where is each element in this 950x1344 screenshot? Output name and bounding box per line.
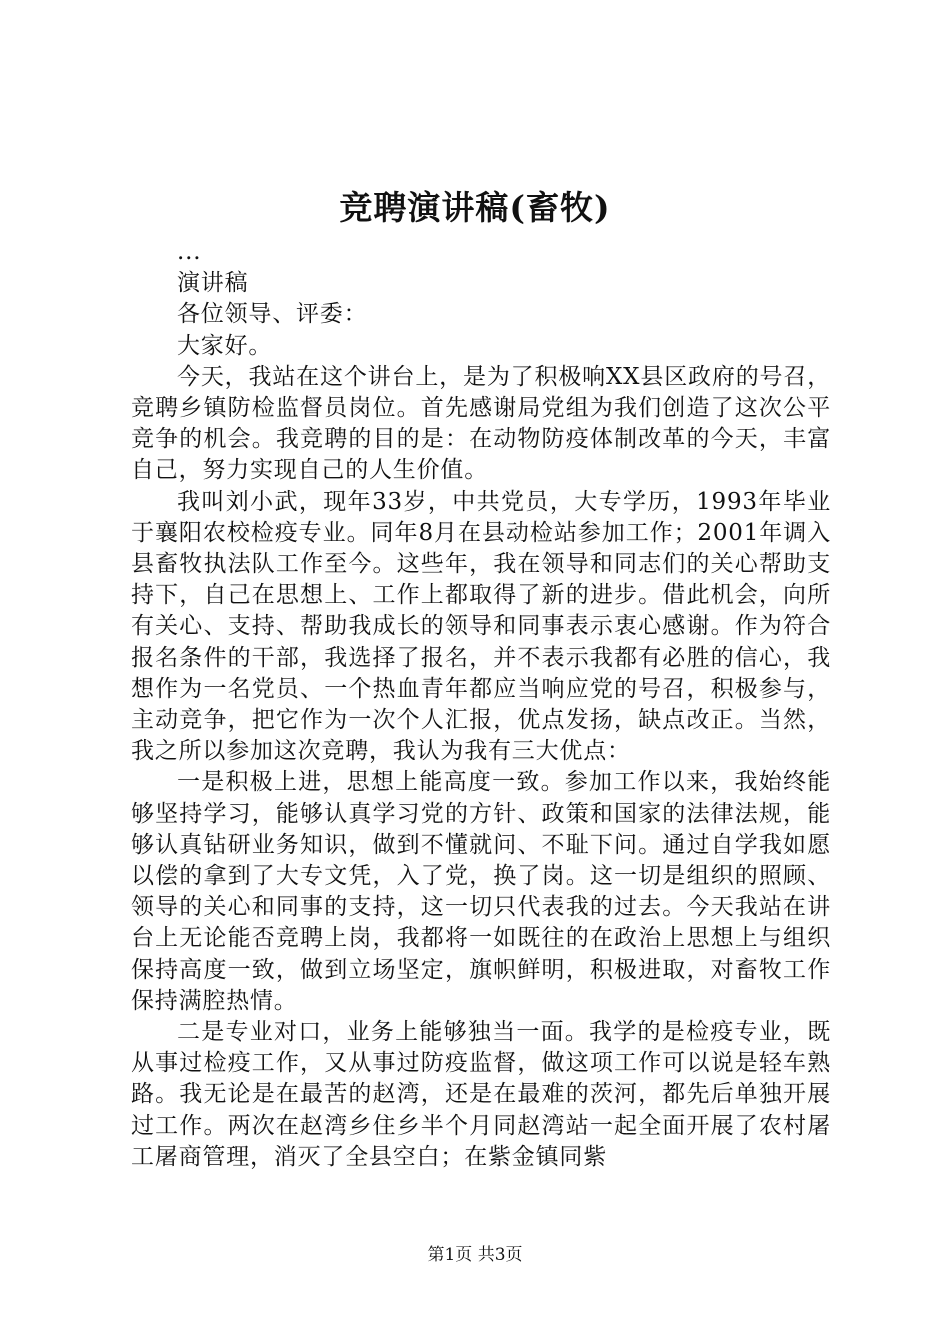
- page-footer: 第1页 共3页: [427, 1245, 523, 1265]
- paragraph-intro: 今天，我站在这个讲台上，是为了积极响XX县区政府的号召，竞聘乡镇防检监督员岗位。首先感谢局党组为我们创造了这次公平竞争的机会。我竞聘的目的是：在动物防疫体制改革的今天，丰富自己，努力实现自己的人生价值。: [131, 363, 831, 484]
- paragraph-ellipsis: ...: [177, 239, 202, 265]
- paragraph-self-introduction: 我叫刘小武，现年33岁，中共党员，大专学历，1993年毕业于襄阳农校检疫专业。同年8月在县动检站参加工作；2001年调入县畜牧执法队工作至今。这些年，我在领导和同志们的关心帮助支持下，自己在思想上、工作上都取得了新的进步。借此机会，向所有关心、支持、帮助我成长的领导和同事表示衷心感谢。作为符合报名条件的干部，我选择了报名，并不表示我都有必胜的信心，我想作为一名党员、一个热血青年都应当响应党的号召，积极参与，主动竞争，把它作为一次个人汇报，优点发扬，缺点改正。当然，我之所以参加这次竞聘，我认为我有三大优点：: [131, 488, 831, 765]
- paragraph-strength-two: 二是专业对口，业务上能够独当一面。我学的是检疫专业，既从事过检疫工作，又从事过防疫监督，做这项工作可以说是轻车熟路。我无论是在最苦的赵湾，还是在最难的茨河，都先后单独开展过工作。两次在赵湾乡住乡半个月同赵湾站一起全面开展了农村屠工屠商管理，消灭了全县空白；在紫金镇同紫: [131, 1019, 831, 1170]
- paragraph-greeting: 大家好。: [177, 332, 273, 359]
- paragraph-salutation: 各位领导、评委：: [177, 301, 368, 328]
- document-body: [131, 237, 831, 1173]
- document-title: 竞聘演讲稿(畜牧): [339, 188, 611, 227]
- paragraph-strength-one: 一是积极上进，思想上能高度一致。参加工作以来，我始终能够坚持学习，能够认真学习党的方针、政策和国家的法律法规，能够认真钻研业务知识，做到不懂就问、不耻下问。通过自学我如愿以偿的拿到了大专文凭，入了党，换了岗。这一切是组织的照顾、领导的关心和同事的支持，这一切只代表我的过去。今天我站在讲台上无论能否竞聘上岗，我都将一如既往的在政治上思想上与组织保持高度一致，做到立场坚定，旗帜鲜明，积极进取，对畜牧工作保持满腔热情。: [131, 769, 831, 1014]
- paragraph-heading: 演讲稿: [177, 270, 249, 297]
